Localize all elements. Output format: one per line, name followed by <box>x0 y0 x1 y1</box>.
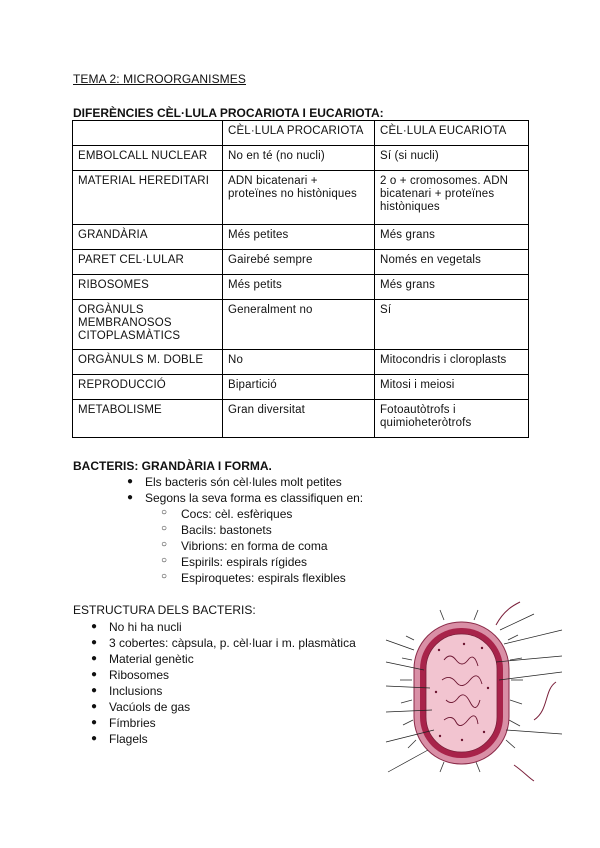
row-label: REPRODUCCIÓ <box>73 375 223 400</box>
list-item <box>91 699 356 715</box>
circle-bullet-icon: ○ <box>161 539 168 550</box>
list-item-text: Bacils: bastonets <box>181 523 272 537</box>
row-prokaryote: Gran diversitat <box>223 400 375 438</box>
circle-bullet-icon: ○ <box>161 523 168 534</box>
bacteria-shape-list <box>127 474 364 586</box>
list-item-text: Espiroquetes: espirals flexibles <box>181 571 346 585</box>
row-label: GRANDÀRIA <box>73 225 223 250</box>
circle-bullet-icon: ○ <box>161 571 168 582</box>
table-row <box>73 375 529 400</box>
row-label: MATERIAL HEREDITARI <box>73 171 223 225</box>
document-title: TEMA 2: MICROORGANISMES <box>73 72 246 86</box>
section-heading-bacteria-shape: BACTERIS: GRANDÀRIA I FORMA. <box>73 459 272 473</box>
list-item-text: Flagels <box>109 732 148 746</box>
table-row <box>73 275 529 300</box>
row-label: ORGÀNULS MEMBRANOSOS CITOPLASMÀTICS <box>73 300 223 350</box>
row-eukaryote: Més grans <box>375 275 529 300</box>
circle-bullet-icon: ○ <box>161 507 168 518</box>
bullet-icon: ● <box>127 476 134 487</box>
table-header-cell: CÈL·LULA PROCARIOTA <box>223 121 375 146</box>
shape-sublist <box>161 506 363 586</box>
table-row <box>73 300 529 350</box>
list-item <box>91 683 356 699</box>
bullet-icon: ● <box>91 669 98 680</box>
circle-bullet-icon: ○ <box>161 555 168 566</box>
bullet-icon: ● <box>91 733 98 744</box>
table-header-cell: CÈL·LULA EUCARIOTA <box>375 121 529 146</box>
list-item-text: Espirils: espirals rígides <box>181 555 308 569</box>
table-row <box>73 400 529 438</box>
row-prokaryote: ADN bicatenari + proteïnes no històniques <box>223 171 375 225</box>
bullet-icon: ● <box>91 653 98 664</box>
bullet-icon: ● <box>91 685 98 696</box>
row-prokaryote: Bipartició <box>223 375 375 400</box>
row-eukaryote: Mitosi i meiosi <box>375 375 529 400</box>
list-item <box>91 619 356 635</box>
table-row <box>73 171 529 225</box>
list-item-text: Inclusions <box>109 684 163 698</box>
row-eukaryote: Fotoautòtrofs i quimioheteròtrofs <box>375 400 529 438</box>
bullet-icon: ● <box>91 637 98 648</box>
list-item <box>91 651 356 667</box>
table-header-row <box>73 121 529 146</box>
list-item-text: Vibrions: en forma de coma <box>181 539 328 553</box>
row-label: PARET CEL·LULAR <box>73 250 223 275</box>
list-item-text: No hi ha nucli <box>109 620 182 634</box>
list-item <box>161 554 363 570</box>
list-item-text: Material genètic <box>109 652 194 666</box>
list-item <box>91 667 356 683</box>
bullet-icon: ● <box>91 621 98 632</box>
bacterium-diagram <box>384 600 564 782</box>
table-row <box>73 225 529 250</box>
section-heading-structure: ESTRUCTURA DELS BACTERIS: <box>73 603 256 617</box>
list-item-text: Cocs: cèl. esfèriques <box>181 507 293 521</box>
row-prokaryote: Més petites <box>223 225 375 250</box>
list-item <box>127 490 364 586</box>
list-item <box>161 538 363 554</box>
comparison-table <box>72 120 529 438</box>
list-item-text: Fímbries <box>109 716 156 730</box>
bullet-icon: ● <box>127 492 134 503</box>
row-prokaryote: No en té (no nucli) <box>223 146 375 171</box>
bacteria-structure-list <box>91 619 356 747</box>
list-item <box>91 731 356 747</box>
list-item <box>91 715 356 731</box>
bullet-icon: ● <box>91 717 98 728</box>
bullet-icon: ● <box>91 701 98 712</box>
list-item <box>161 506 363 522</box>
row-label: METABOLISME <box>73 400 223 438</box>
row-eukaryote: Només en vegetals <box>375 250 529 275</box>
table-row <box>73 146 529 171</box>
table-row <box>73 250 529 275</box>
list-item-text: 3 cobertes: càpsula, p. cèl·luar i m. plasmàtica <box>109 636 356 650</box>
row-eukaryote: Més grans <box>375 225 529 250</box>
list-item <box>91 635 356 651</box>
row-eukaryote: Sí (si nucli) <box>375 146 529 171</box>
table-row <box>73 350 529 375</box>
list-item <box>161 522 363 538</box>
section-heading-differences: DIFERÈNCIES CÈL·LULA PROCARIOTA I EUCARIOTA: <box>73 106 384 120</box>
list-item <box>127 474 363 490</box>
row-eukaryote: Mitocondris i cloroplasts <box>375 350 529 375</box>
list-item <box>161 570 363 586</box>
list-item-text: Segons la seva forma es classifiquen en: <box>145 491 364 505</box>
list-item-text: Els bacteris són cèl·lules molt petites <box>145 475 342 489</box>
row-prokaryote: Gairebé sempre <box>223 250 375 275</box>
row-eukaryote: Sí <box>375 300 529 350</box>
list-item-text: Vacúols de gas <box>109 700 191 714</box>
row-label: ORGÀNULS M. DOBLE <box>73 350 223 375</box>
row-prokaryote: Generalment no <box>223 300 375 350</box>
list-item-text: Ribosomes <box>109 668 170 682</box>
row-label: EMBOLCALL NUCLEAR <box>73 146 223 171</box>
row-label: RIBOSOMES <box>73 275 223 300</box>
table-header-cell <box>73 121 223 146</box>
row-prokaryote: Més petits <box>223 275 375 300</box>
row-prokaryote: No <box>223 350 375 375</box>
row-eukaryote: 2 o + cromosomes. ADN bicatenari + proteïnes històniques <box>375 171 529 225</box>
